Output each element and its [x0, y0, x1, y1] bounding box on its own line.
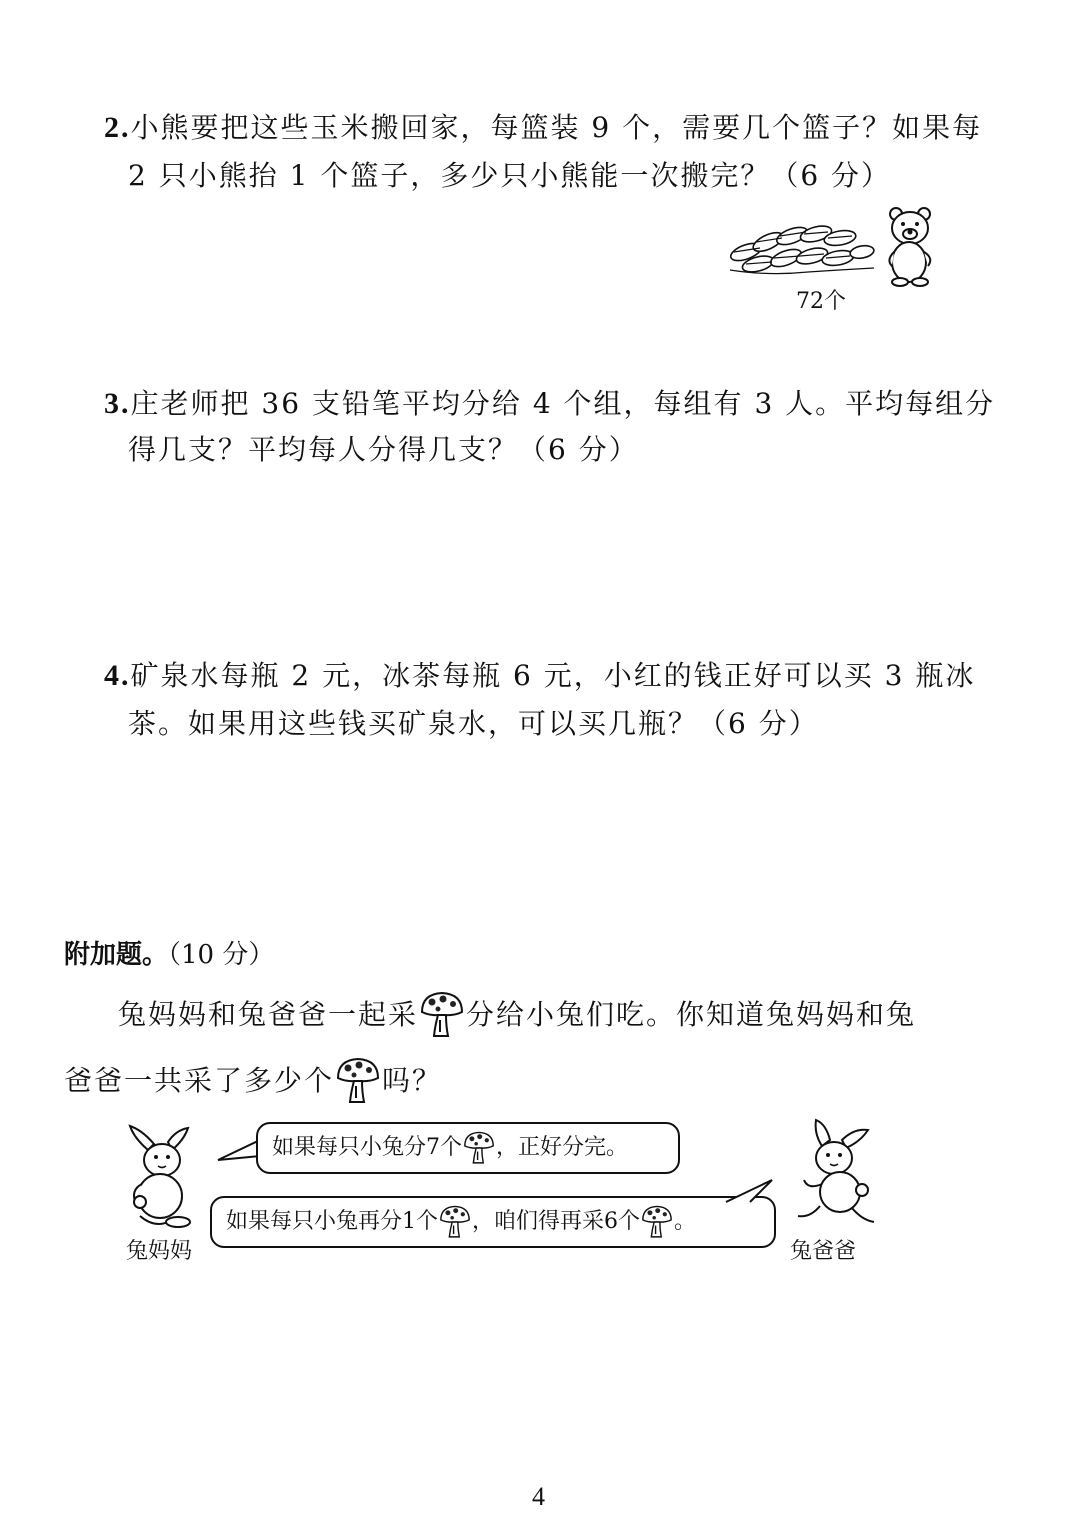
- bonus-heading: [64, 934, 274, 971]
- q3-number: 3.: [104, 387, 131, 420]
- q2-line1: [104, 108, 982, 148]
- mushroom-icon: [418, 990, 466, 1040]
- bubble2-text-a: 如果每只小兔再分1个: [226, 1209, 438, 1234]
- mother-rabbit-label: 兔妈妈: [126, 1239, 193, 1264]
- rabbit-icon: [124, 1124, 196, 1230]
- q4-number: 4.: [104, 659, 131, 692]
- speech-bubble-father: [210, 1196, 776, 1248]
- bonus-text-1b: 分给小兔们吃。你知道兔妈妈和兔: [466, 998, 917, 1031]
- q2-text-1: 小熊要把这些玉米搬回家，每篮装 9 个，需要几个篮子？如果每: [130, 111, 983, 144]
- q4-text-1: 矿泉水每瓶 2 元，冰茶每瓶 6 元，小红的钱正好可以买 3 瓶冰: [130, 659, 976, 692]
- mushroom-icon: [334, 1052, 382, 1110]
- bubble2-text-c: 。: [674, 1209, 697, 1234]
- mushroom-icon: [462, 1130, 496, 1166]
- corn-pile-icon: [728, 212, 878, 282]
- q3-line1: [104, 384, 995, 424]
- bubble1-text-b: ，正好分完。: [496, 1135, 629, 1160]
- q3-line2: 得几支？平均每人分得几支？（6 分）: [128, 433, 639, 466]
- bonus-line2: [64, 1052, 442, 1110]
- speech-bubble-mother: [256, 1122, 680, 1174]
- q4-line1: [104, 656, 975, 696]
- page-number: 4: [532, 1482, 545, 1511]
- bonus-score: （10 分）: [168, 940, 275, 970]
- q2-line2: 2 只小熊抬 1 个篮子，多少只小熊能一次搬完？（6 分）: [128, 159, 892, 192]
- q3-text-1: 庄老师把 36 支铅笔平均分给 4 个组，每组有 3 人。平均每组分: [130, 387, 996, 420]
- mushroom-icon: [640, 1204, 674, 1240]
- bonus-text-2b: 吗？: [382, 1064, 443, 1097]
- bubble-tail-right: [722, 1176, 782, 1206]
- bonus-line1: [118, 990, 916, 1040]
- father-rabbit-label: 兔爸爸: [790, 1239, 857, 1264]
- rabbit-icon: [790, 1118, 886, 1230]
- mushroom-icon: [438, 1204, 472, 1240]
- corn-count-label: 72个: [796, 289, 846, 314]
- q2-number: 2.: [104, 111, 131, 144]
- bonus-title: 附加题。: [64, 940, 169, 970]
- bubble1-text-a: 如果每只小兔分7个: [272, 1135, 462, 1160]
- q4-line2: 茶。如果用这些钱买矿泉水，可以买几瓶？（6 分）: [128, 707, 819, 740]
- bear-icon: [882, 206, 940, 288]
- bonus-text-2a: 爸爸一共采了多少个: [64, 1064, 335, 1097]
- bonus-text-1a: 兔妈妈和兔爸爸一起采: [118, 998, 419, 1031]
- bubble2-text-b: ，咱们得再采6个: [472, 1209, 640, 1234]
